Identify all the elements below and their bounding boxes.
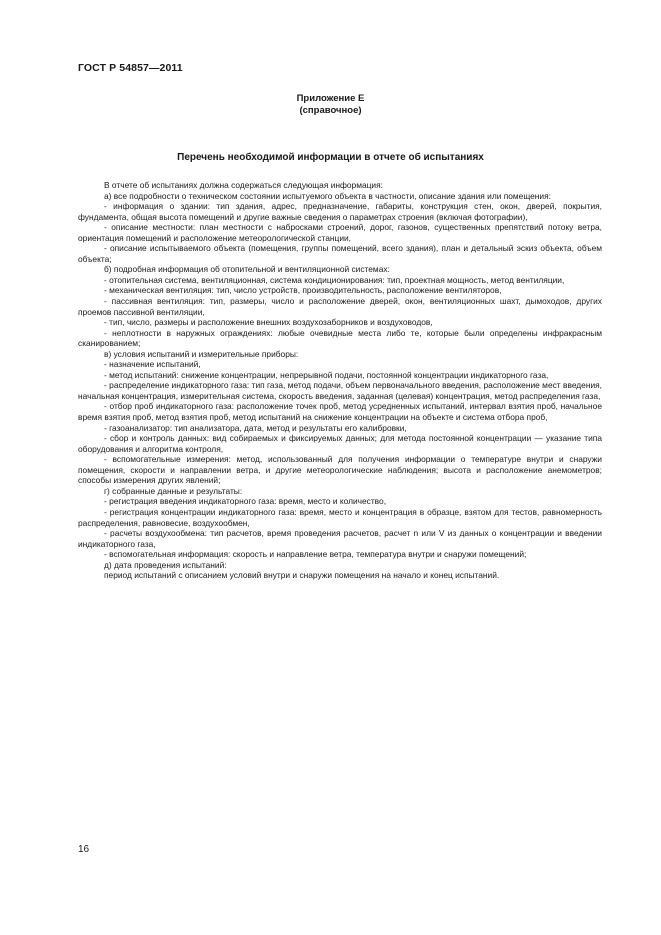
paragraph: - вспомогательная информация: скорость и направление ветра, температура внутри и снаружи помещений; — [104, 549, 527, 560]
paragraph: - отбор проб индикаторного газа: расположение точек проб, метод усредненных испытаний, интервал взятия проб, начальное время взятия проб, метод взятия проб, метод испытаний на снижение концентрации на объекте и система отбора проб, — [78, 401, 602, 423]
paragraph: - механическая вентиляция: тип, число устройств, производительность, расположение вентиляторов, — [104, 285, 502, 296]
paragraph: - пассивная вентиляция: тип, размеры, число и расположение дверей, окон, вентиляционных шахт, дымоходов, других проемов пассивной вентиляции, — [78, 296, 602, 317]
paragraph: - неплотности в наружных ограждениях: любые очевидные места либо те, которые были определены инфракрасным сканированием; — [78, 327, 602, 349]
paragraph: - тип, число, размеры и расположение внешних воздухозаборников и воздуховодов, — [104, 317, 433, 328]
paragraph: - расчеты воздухообмена: тип расчетов, время проведения расчетов, расчет n или V из данных о концентрации и введении индикаторного газа, — [78, 528, 602, 549]
paragraph: - описание местности: план местности с набросками строений, дорог, газонов, существенных препятствий потоку ветра, ориентация помещений и расположение метеорологической станции, — [78, 222, 602, 243]
paragraph: а) все подробности о техническом состоянии испытуемого объекта в частности, описание здания или помещения: — [104, 190, 551, 201]
paragraph: в) условия испытаний и измерительные приборы: — [104, 348, 299, 359]
paragraph: б) подробная информация об отопительной и вентиляционной системах: — [104, 264, 390, 275]
paragraph: - метод испытаний: снижение концентрации, непрерывной подачи, постоянной концентрации индикаторного газа, — [104, 369, 549, 380]
paragraph: д) дата проведения испытаний: — [104, 559, 227, 570]
paragraph: - описание испытываемого объекта (помещения, группы помещений, всего здания), план и детальный эскиз объекта, объем объекта; — [78, 243, 602, 264]
paragraph: - распределение индикаторного газа: тип газа, метод подачи, объем первоначального введения, расположение мест введения, начальная концентрация, измерительная система, скорость введения, заданная (целевая) концентрация, метод распределения газа, — [78, 380, 602, 401]
annex-title: Приложение Е — [296, 93, 365, 104]
section-title: Перечень необходимой информации в отчете об испытаниях — [177, 152, 484, 163]
paragraph: период испытаний с описанием условий внутри и снаружи помещения на начало и конец испытаний. — [104, 570, 500, 581]
paragraph: В отчете об испытаниях должна содержаться следующая информация: — [104, 180, 383, 190]
paragraph: - регистрация введения индикаторного газа: время, место и количество, — [104, 496, 387, 507]
paragraph: - назначение испытаний, — [104, 359, 201, 370]
paragraph: - газоанализатор: тип анализатора, дата, метод и результаты его калибровки, — [104, 422, 407, 433]
document-standard-number: ГОСТ Р 54857—2011 — [78, 62, 183, 74]
paragraph: - отопительная система, вентиляционная, система кондиционирования: тип, проектная мощность, метод вентиляции, — [104, 274, 565, 285]
paragraph: - регистрация концентрации индикаторного газа: время, место и концентрация в образце, взятом для тестов, равномерность распределения, равновесие, воздухообмен, — [78, 506, 602, 528]
paragraph: - вспомогательные измерения: метод, использованный для получения информации о температуре внутри и снаружи помещения, скорости и направлении ветра, и другие метеорологические наблюдения; высота и расположение анемометров; способы измерения других явлений; — [78, 454, 602, 486]
annex-subtitle: (справочное) — [299, 105, 362, 116]
paragraph: - сбор и контроль данных: вид собираемых и фиксируемых данных; для метода постоянной концентрации — указание типа оборудования и алгоритма контроля, — [78, 433, 602, 454]
body-text — [78, 180, 602, 581]
paragraph: г) собранные данные и результаты: — [104, 485, 243, 496]
paragraph: - информация о здании: тип здания, адрес, предназначение, габариты, конструкция стен, окон, дверей, покрытия, фундамента, общая высота помещений и другие важные сведения о параметрах строения (включая фотографии), — [78, 201, 602, 222]
page-number: 16 — [78, 844, 90, 855]
annex-heading — [0, 93, 661, 117]
